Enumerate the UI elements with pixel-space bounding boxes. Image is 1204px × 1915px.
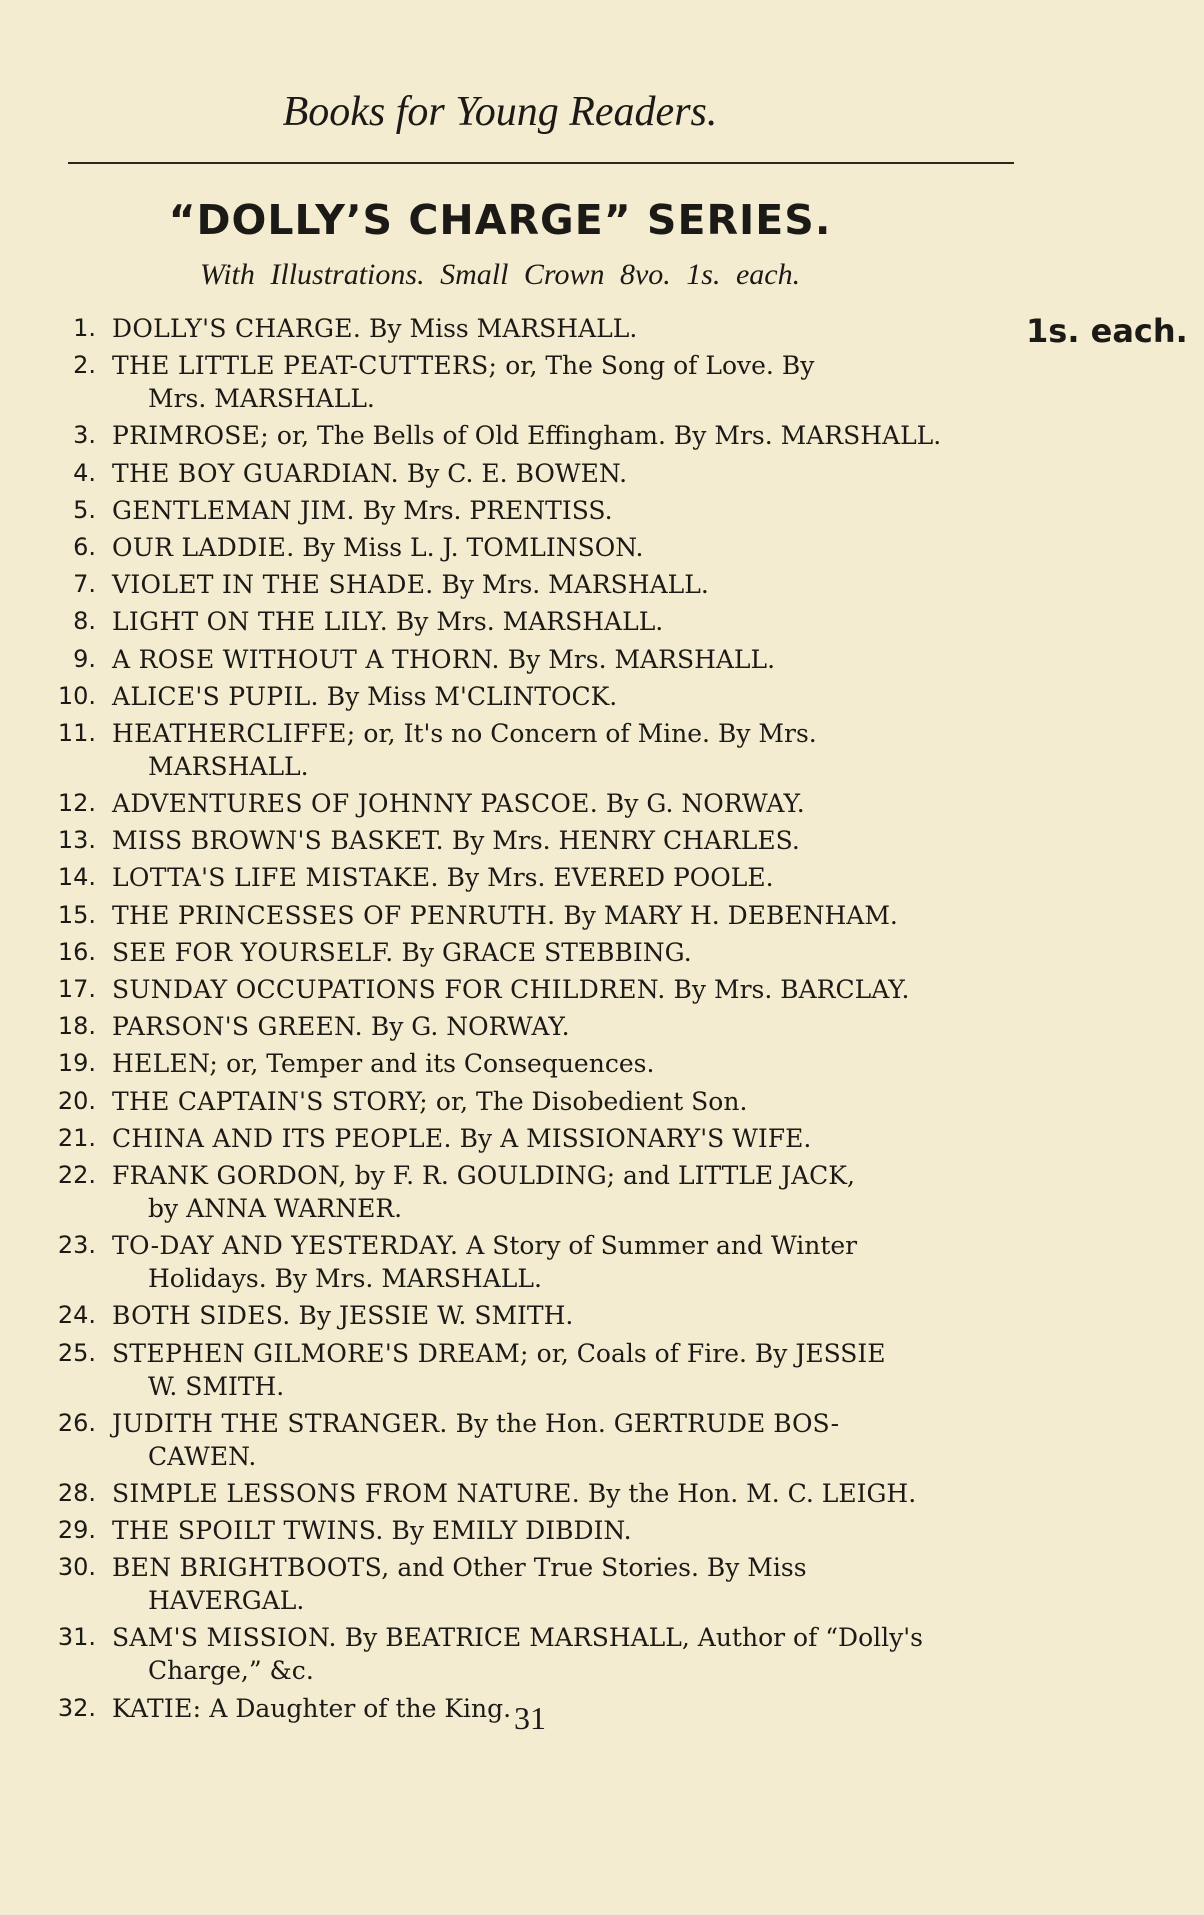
book-continuation: Charge,” &c. xyxy=(148,1656,314,1686)
book-byline: and Other True Stories. By Miss xyxy=(397,1553,807,1583)
book-entry xyxy=(40,349,1020,415)
book-byline: By EMILY DIBDIN. xyxy=(391,1516,632,1546)
entry-number: 29. xyxy=(57,1516,96,1545)
book-byline: By G. NORWAY. xyxy=(370,1012,570,1042)
book-title: JUDITH THE STRANGER. xyxy=(112,1408,448,1438)
book-entry xyxy=(40,1299,1020,1332)
entry-number: 6. xyxy=(73,532,96,561)
book-byline: by F. R. GOULDING; and LITTLE JACK, xyxy=(354,1160,855,1190)
book-byline: or, Temper and its Consequences. xyxy=(226,1049,655,1079)
book-title: LOTTA'S LIFE MISTAKE. xyxy=(112,863,439,893)
book-byline: By A MISSIONARY'S WIFE. xyxy=(459,1123,812,1153)
book-title: THE PRINCESSES OF PENRUTH. xyxy=(112,900,556,930)
book-byline: By Mrs. PRENTISS. xyxy=(362,495,613,525)
book-entry xyxy=(40,1229,1020,1295)
entry-number: 25. xyxy=(57,1338,96,1367)
book-entry xyxy=(40,643,1020,676)
book-continuation: Mrs. MARSHALL. xyxy=(148,384,375,414)
entry-number: 28. xyxy=(57,1478,96,1507)
book-entry xyxy=(40,1122,1020,1155)
book-title: HEATHERCLIFFE; xyxy=(112,718,356,748)
entry-number: 10. xyxy=(57,681,96,710)
book-title: THE LITTLE PEAT-CUTTERS; xyxy=(112,351,498,381)
book-entry xyxy=(40,568,1020,601)
book-title: MISS BROWN'S BASKET. xyxy=(112,826,444,856)
book-entry xyxy=(40,312,1020,345)
book-byline: By BEATRICE MARSHALL, Author of “Dolly's xyxy=(344,1623,923,1653)
book-byline: By Mrs. MARSHALL. xyxy=(441,570,709,600)
series-subtitle: With Illustrations. Small Crown 8vo. 1s. each. xyxy=(199,258,801,291)
entry-number: 23. xyxy=(57,1231,96,1260)
book-list xyxy=(40,312,1020,1729)
series-title: “DOLLY’S CHARGE” SERIES. xyxy=(168,196,832,244)
book-title: OUR LADDIE. xyxy=(112,532,295,562)
entry-number: 9. xyxy=(73,644,96,673)
entry-number: 17. xyxy=(57,975,96,1003)
book-title: SEE FOR YOURSELF. xyxy=(112,937,394,967)
book-byline: A Story of Summer and Winter xyxy=(466,1231,858,1261)
book-entry xyxy=(40,1407,1020,1473)
entry-number: 2. xyxy=(73,351,96,380)
book-title: THE CAPTAIN'S STORY; xyxy=(112,1086,428,1116)
entry-number: 3. xyxy=(73,421,96,450)
book-byline: By Mrs. HENRY CHARLES. xyxy=(451,826,800,856)
entry-number: 24. xyxy=(57,1301,96,1330)
book-title: PRIMROSE; xyxy=(112,421,269,451)
book-entry xyxy=(40,1621,1020,1687)
book-entry xyxy=(40,787,1020,820)
header-rule xyxy=(68,162,1014,164)
entry-number: 8. xyxy=(73,607,96,636)
entry-number: 5. xyxy=(73,495,96,524)
book-title: LIGHT ON THE LILY. xyxy=(112,607,388,637)
book-byline: By MARY H. DEBENHAM. xyxy=(563,900,898,930)
book-entry xyxy=(40,457,1020,490)
book-title: BEN BRIGHTBOOTS, xyxy=(112,1553,390,1583)
book-entry xyxy=(40,494,1020,527)
book-title: VIOLET IN THE SHADE. xyxy=(112,570,434,600)
book-byline: or, Coals of Fire. By JESSIE xyxy=(536,1338,886,1368)
book-byline: By GRACE STEBBING. xyxy=(401,937,692,967)
book-continuation: by ANNA WARNER. xyxy=(148,1193,403,1223)
entry-number: 20. xyxy=(57,1086,96,1115)
book-byline: By Mrs. MARSHALL. xyxy=(395,607,664,637)
book-entry xyxy=(40,531,1020,564)
entry-number: 15. xyxy=(57,900,96,929)
entry-number: 4. xyxy=(73,458,96,487)
book-byline: By Mrs. MARSHALL. xyxy=(507,644,776,674)
entry-number: 30. xyxy=(57,1553,96,1582)
book-continuation: Holidays. By Mrs. MARSHALL. xyxy=(148,1264,542,1294)
book-entry xyxy=(40,1514,1020,1547)
book-byline: By Miss MARSHALL. xyxy=(369,314,638,343)
book-byline: By C. E. BOWEN. xyxy=(406,458,628,488)
book-title: ALICE'S PUPIL. xyxy=(112,681,319,711)
book-byline: A Daughter of the King. xyxy=(209,1693,512,1723)
entry-number: 32. xyxy=(57,1693,96,1722)
book-title: SUNDAY OCCUPATIONS FOR CHILDREN. xyxy=(112,975,666,1004)
book-title: PARSON'S GREEN. xyxy=(112,1012,363,1042)
book-title: A ROSE WITHOUT A THORN. xyxy=(112,644,500,674)
book-entry xyxy=(40,861,1020,894)
entry-number: 13. xyxy=(57,826,96,855)
book-title: DOLLY'S CHARGE. xyxy=(112,314,362,343)
book-byline: By Mrs. EVERED POOLE. xyxy=(446,863,774,893)
entry-number: 19. xyxy=(57,1049,96,1078)
entry-number: 7. xyxy=(73,570,96,599)
book-entry xyxy=(40,1337,1020,1403)
book-entry xyxy=(40,1159,1020,1225)
entry-number: 11. xyxy=(57,718,96,747)
page-number: 31 xyxy=(514,1700,546,1736)
book-byline: or, The Bells of Old Effingham. By Mrs. MARSHALL. xyxy=(276,421,942,451)
book-title: THE SPOILT TWINS. xyxy=(112,1516,384,1546)
book-title: STEPHEN GILMORE'S DREAM; xyxy=(112,1338,529,1368)
book-entry xyxy=(40,605,1020,638)
book-title: CHINA AND ITS PEOPLE. xyxy=(112,1123,452,1153)
entry-number: 14. xyxy=(57,863,96,892)
entry-number: 26. xyxy=(57,1408,96,1437)
book-byline: or, It's no Concern of Mine. By Mrs. xyxy=(363,718,817,748)
entry-number: 22. xyxy=(57,1160,96,1189)
book-entry xyxy=(40,936,1020,969)
book-entry xyxy=(40,1010,1020,1043)
book-byline: By Miss M'CLINTOCK. xyxy=(326,681,618,711)
book-title: HELEN; xyxy=(112,1049,219,1079)
book-byline: By JESSIE W. SMITH. xyxy=(298,1301,574,1331)
book-title: KATIE: xyxy=(112,1693,202,1723)
book-entry xyxy=(40,1047,1020,1080)
running-head: Books for Young Readers. xyxy=(282,89,718,135)
entry-number: 1. xyxy=(73,314,96,342)
book-entry xyxy=(40,680,1020,713)
book-entry xyxy=(40,1551,1020,1617)
entry-number: 18. xyxy=(57,1012,96,1041)
book-byline: By the Hon. GERTRUDE BOS- xyxy=(455,1408,840,1438)
book-entry xyxy=(40,824,1020,857)
book-entry xyxy=(40,1477,1020,1510)
book-byline: or, The Disobedient Son. xyxy=(435,1086,748,1116)
margin-price-note: 1s. each. xyxy=(1026,312,1188,350)
book-byline: By the Hon. M. C. LEIGH. xyxy=(587,1478,917,1508)
entry-number: 16. xyxy=(57,937,96,966)
entry-number: 31. xyxy=(57,1623,96,1652)
book-continuation: W. SMITH. xyxy=(148,1371,285,1401)
book-title: SIMPLE LESSONS FROM NATURE. xyxy=(112,1478,580,1508)
book-continuation: CAWEN. xyxy=(148,1441,257,1471)
book-title: SAM'S MISSION. xyxy=(112,1623,337,1653)
book-entry xyxy=(40,973,1020,1006)
book-entry xyxy=(40,419,1020,452)
book-title: BOTH SIDES. xyxy=(112,1301,291,1331)
book-continuation: HAVERGAL. xyxy=(148,1586,305,1616)
book-title: FRANK GORDON, xyxy=(112,1160,347,1190)
book-title: THE BOY GUARDIAN. xyxy=(112,458,399,488)
entry-number: 21. xyxy=(57,1123,96,1152)
book-title: ADVENTURES OF JOHNNY PASCOE. xyxy=(112,789,598,819)
book-entry xyxy=(40,1085,1020,1118)
book-title: GENTLEMAN JIM. xyxy=(112,495,355,525)
book-title: TO-DAY AND YESTERDAY. xyxy=(112,1231,459,1261)
book-byline: or, The Song of Love. By xyxy=(505,351,815,381)
book-entry xyxy=(40,899,1020,932)
entry-number: 12. xyxy=(57,789,96,818)
book-continuation: MARSHALL. xyxy=(148,751,309,781)
book-byline: By G. NORWAY. xyxy=(605,789,805,819)
book-byline: By Mrs. BARCLAY. xyxy=(673,975,910,1004)
book-entry xyxy=(40,717,1020,783)
book-byline: By Miss L. J. TOMLINSON. xyxy=(302,532,644,562)
